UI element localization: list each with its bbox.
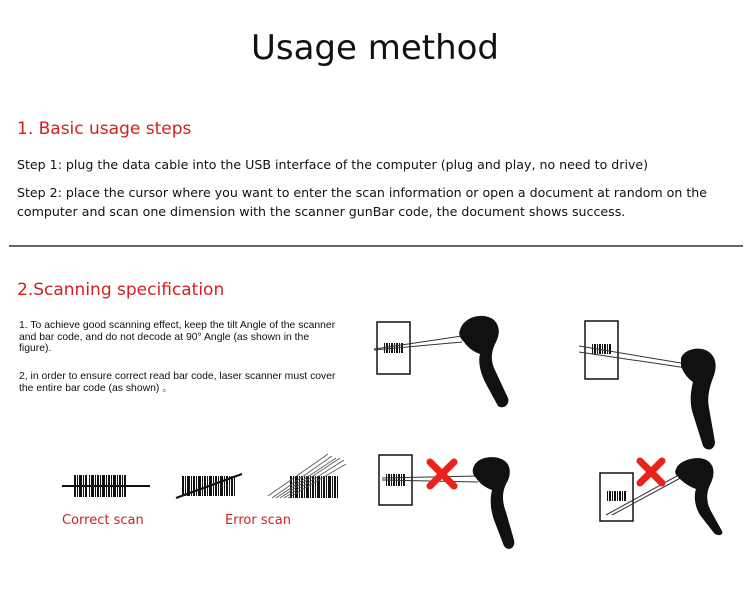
spec-point-2: 2, in order to ensure correct read bar code, laser scanner must cover the entire bar code (as shown) 。 <box>19 371 336 394</box>
section-scanning-spec-heading: 2.Scanning specification <box>17 280 225 300</box>
section-divider <box>9 245 743 247</box>
scanner-body <box>675 458 722 535</box>
barcode-error-scan-illustration-2 <box>268 452 348 502</box>
page-title: Usage method <box>250 28 500 68</box>
scanner-90-degree-error-illustration <box>374 452 544 552</box>
scanner-tilted-correct-illustration <box>374 312 534 412</box>
error-scan-label: Error scan <box>225 513 291 528</box>
correct-scan-label: Correct scan <box>62 513 144 528</box>
barcode-card <box>600 473 633 521</box>
spec-point-1: 1. To achieve good scanning effect, keep the tilt Angle of the scanner and bar code, and do not decode at 90° Angle (as shown in the figure). <box>19 320 336 354</box>
scanner-body <box>473 457 515 549</box>
section-basic-usage-heading: 1. Basic usage steps <box>17 119 192 139</box>
error-x-mark <box>430 462 454 486</box>
scanner-body <box>681 349 716 450</box>
scanner-partial-coverage-error-illustration <box>596 455 750 535</box>
barcode-error-scan-illustration-1 <box>176 470 246 500</box>
step-1-text: Step 1: plug the data cable into the USB interface of the computer (plug and play, no need to drive) <box>17 157 649 172</box>
error-x-mark <box>640 461 662 483</box>
scanner-body <box>459 316 508 407</box>
scanner-steep-correct-illustration <box>575 316 725 456</box>
barcode-correct-scan-illustration <box>62 472 152 502</box>
step-2-text: Step 2: place the cursor where you want to enter the scan information or open a document at random on the computer and scan one dimension with the scanner gunBar code, the document shows success. <box>17 185 708 219</box>
